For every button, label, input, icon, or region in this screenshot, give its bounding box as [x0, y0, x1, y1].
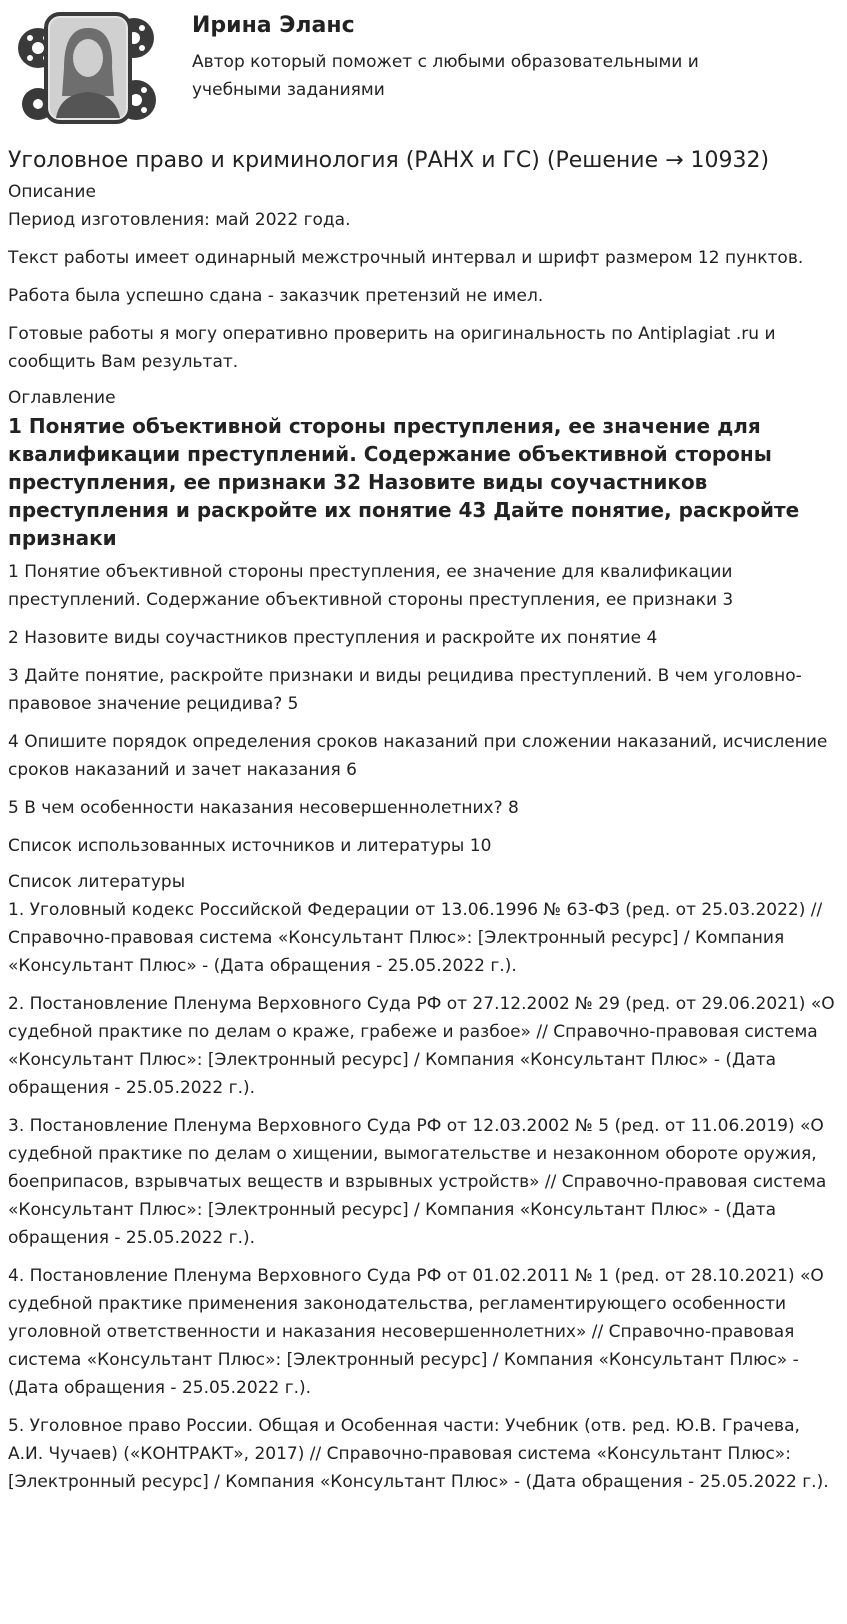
toc-item: 2 Назовите виды соучастников преступления и раскройте их понятие 4 [8, 628, 658, 648]
literature-item: 2. Постановление Пленума Верховного Суда РФ от 27.12.2002 № 29 (ред. от 29.06.2021) «О судебной практике по делам о краже, грабеже и разбое» // Справочно-правовая система «Консультант Плюс»: [Электронный ресурс] / Компания «Консультант Плюс» - (Дата обращения - 25.05.2022 г.). [8, 994, 835, 1098]
description-paragraph: Текст работы имеет одинарный межстрочный интервал и шрифт размером 12 пунктов. [8, 248, 804, 268]
author-avatar[interactable] [16, 8, 156, 128]
description-paragraph: Период изготовления: май 2022 года. [8, 210, 351, 230]
toc-heading: 1 Понятие объективной стороны преступления, ее значение для квалификации преступлений. Содержание объективной стороны преступления, ее признаки 32 Назовите виды соучастников преступления и раскройте их понятие 43 Дайте понятие, раскройте признаки [8, 414, 800, 550]
description-paragraph: Готовые работы я могу оперативно проверить на оригинальность по Antiplagiat .ru и сообщить Вам результат. [8, 324, 776, 372]
person-photo [50, 18, 126, 118]
page-title: Уголовное право и криминология (РАНХ и ГС) (Решение → 10932) [8, 148, 770, 173]
author-card [8, 0, 839, 140]
literature-item: 4. Постановление Пленума Верховного Суда РФ от 01.02.2011 № 1 (ред. от 28.10.2021) «О судебной практике применения законодательства, регламентирующего особенности уголовной ответственности и наказания несовершеннолетних» // Справочно-правовая система «Консультант Плюс»: [Электронный ресурс] / Компания «Консультант Плюс» - (Дата обращения - 25.05.2022 г.). [8, 1266, 824, 1398]
description-paragraph: Работа была успешно сдана - заказчик претензий не имел. [8, 286, 544, 306]
toc-item: 4 Опишите порядок определения сроков наказаний при сложении наказаний, исчисление сроков наказаний и зачет наказания 6 [8, 732, 828, 780]
literature-item: 1. Уголовный кодекс Российской Федерации от 13.06.1996 № 63-ФЗ (ред. от 25.03.2022) // Справочно-правовая система «Консультант Плюс»: [Электронный ресурс] / Компания «Консультант Плюс» - (Дата обращения - 25.05.2022 г.). [8, 900, 823, 976]
toc-item: Список использованных источников и литературы 10 [8, 836, 492, 856]
toc-item: 1 Понятие объективной стороны преступления, ее значение для квалификации преступлений. Содержание объективной стороны преступления, ее признаки 3 [8, 562, 734, 610]
description-label: Описание [8, 182, 96, 202]
literature-item: 3. Постановление Пленума Верховного Суда РФ от 12.03.2002 № 5 (ред. от 11.06.2019) «О судебной практике по делам о хищении, вымогательстве и незаконном обороте оружия, боеприпасов, взрывчатых веществ и взрывных устройств» // Справочно-правовая система «Консультант Плюс»: [Электронный ресурс] / Компания «Консультант Плюс» - (Дата обращения - 25.05.2022 г.). [8, 1116, 827, 1248]
literature-item: 5. Уголовное право России. Общая и Особенная части: Учебник (отв. ред. Ю.В. Грачева, А.И. Чучаев) («КОНТРАКТ», 2017) // Справочно-правовая система «Консультант Плюс»: [Электронный ресурс] / Компания «Консультант Плюс» - (Дата обращения - 25.05.2022 г.). [8, 1416, 829, 1492]
toc-item: 5 В чем особенности наказания несовершеннолетних? 8 [8, 798, 519, 818]
toc-item: 3 Дайте понятие, раскройте признаки и виды рецидива преступлений. В чем уголовно-правовое значение рецидива? 5 [8, 666, 802, 714]
toc-label: Оглавление [8, 388, 116, 408]
author-description: Автор который поможет с любыми образовательными и учебными заданиями [192, 52, 699, 100]
author-name[interactable]: Ирина Эланс [192, 13, 355, 38]
literature-label: Список литературы [8, 872, 186, 892]
